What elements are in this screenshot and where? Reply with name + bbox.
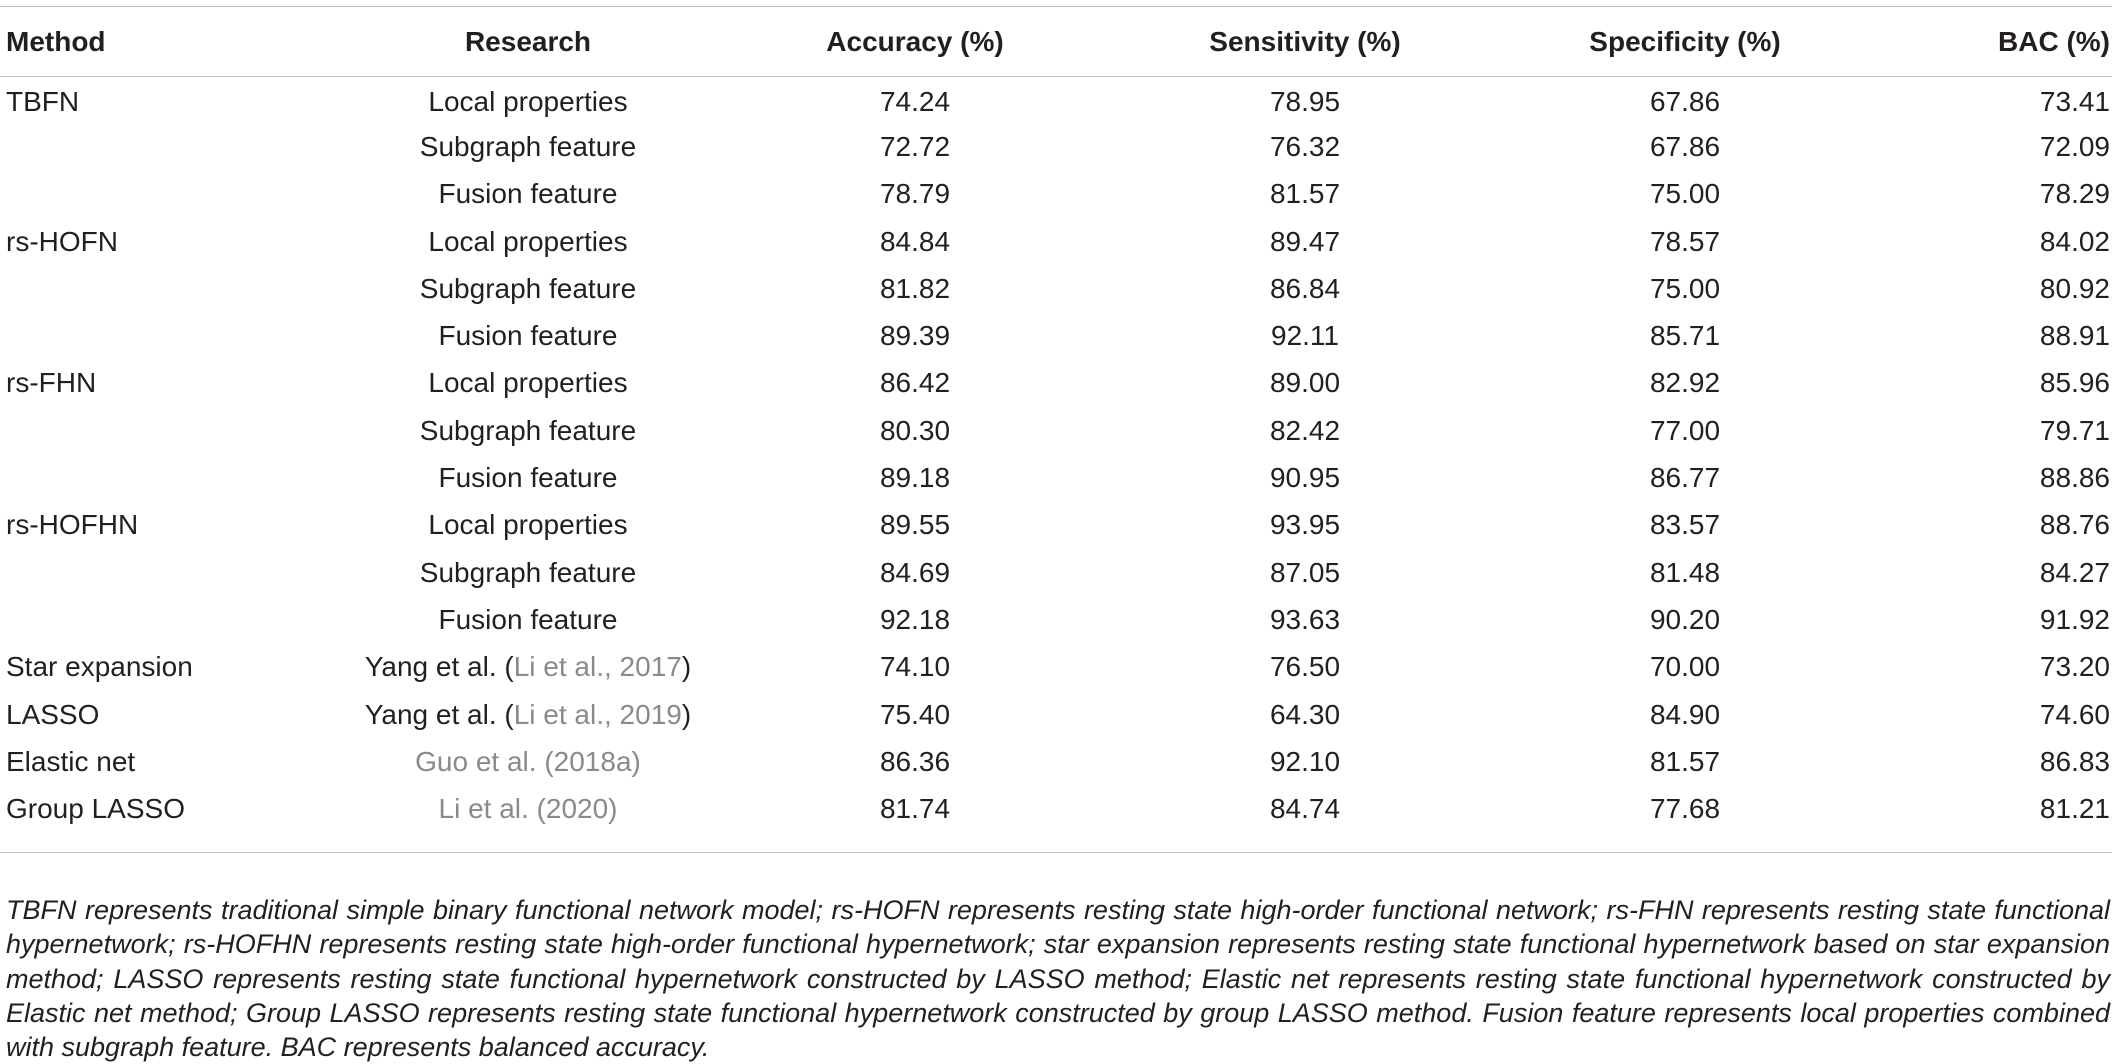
cell-specificity: 77.68: [1649, 793, 1721, 825]
cell-method: Star expansion: [6, 651, 193, 683]
cell-specificity: 83.57: [1649, 509, 1721, 541]
table-row: [0, 123, 2112, 170]
table-row: [0, 738, 2112, 785]
cell-method: Group LASSO: [6, 793, 185, 825]
cell-research: Local properties: [428, 225, 628, 257]
cell-accuracy: 74.24: [879, 85, 951, 117]
cell-bac: 72.09: [2039, 130, 2110, 162]
cell-bac: 91.92: [2039, 603, 2110, 635]
cell-sensitivity: 92.11: [1271, 320, 1339, 352]
header-accuracy: Accuracy (%): [826, 25, 1004, 57]
cell-research: Fusion feature: [438, 603, 618, 635]
results-table: [0, 7, 2112, 833]
cell-method: [0, 123, 336, 170]
citation-link[interactable]: Guo et al. (2018a): [415, 745, 641, 777]
cell-accuracy: 80.30: [879, 414, 951, 446]
table-row: [0, 265, 2112, 312]
table-row: [0, 549, 2112, 596]
table-row: [0, 502, 2112, 549]
citation-link[interactable]: Li et al. (2020): [438, 793, 618, 825]
cell-accuracy: 86.42: [879, 367, 951, 399]
table-row: [0, 596, 2112, 643]
header-specificity: Specificity (%): [1589, 25, 1781, 57]
table-row: [0, 171, 2112, 218]
cell-bac: 78.29: [2039, 178, 2110, 210]
cell-bac: 84.27: [2039, 556, 2110, 588]
cell-research: Fusion feature: [438, 178, 618, 210]
cell-accuracy: 84.84: [879, 225, 951, 257]
cell-method: LASSO: [6, 698, 100, 730]
cell-research: Fusion feature: [438, 320, 618, 352]
cell-method: TBFN: [6, 85, 80, 117]
cell-bac: 74.60: [2039, 698, 2110, 730]
cell-method: [0, 549, 336, 596]
cell-accuracy: 89.18: [879, 462, 951, 494]
cell-specificity: 86.77: [1649, 462, 1721, 494]
cell-bac: 88.91: [2039, 320, 2110, 352]
cell-accuracy: 89.39: [879, 320, 951, 352]
cell-method: rs-HOFHN: [6, 509, 139, 541]
cell-bac: 81.21: [2039, 793, 2110, 825]
cell-accuracy: 92.18: [879, 603, 951, 635]
cell-sensitivity: 81.57: [1269, 178, 1341, 210]
cell-bac: 84.02: [2039, 225, 2110, 257]
cell-method: [0, 407, 336, 454]
table-row: [0, 407, 2112, 454]
cell-specificity: 67.86: [1649, 130, 1721, 162]
header-bac: BAC (%): [1998, 25, 2110, 57]
cell-accuracy: 86.36: [879, 745, 951, 777]
cell-sensitivity: 82.42: [1269, 414, 1341, 446]
cell-specificity: 90.20: [1649, 603, 1721, 635]
citation-link[interactable]: Li et al., 2017: [513, 651, 682, 683]
cell-specificity: 77.00: [1649, 414, 1721, 446]
cell-specificity: 84.90: [1649, 698, 1721, 730]
cell-method: Elastic net: [6, 745, 136, 777]
table-bottom-rule: [0, 852, 2112, 853]
cell-research: Local properties: [428, 509, 628, 541]
cell-specificity: 75.00: [1649, 272, 1721, 304]
header-sensitivity: Sensitivity (%): [1209, 25, 1401, 57]
cell-sensitivity: 64.30: [1269, 698, 1341, 730]
cell-accuracy: 78.79: [879, 178, 951, 210]
table-footnote: TBFN represents traditional simple binary functional network model; rs-HOFN represents resting state high-order functional network; rs-FHN represents resting state functional hypernetwork; rs-HOFHN represents resting state high-order functional hypernetwork; star expansion represents resting state functional hypernetwork based on star expansion method; LASSO represents resting state functional hypernetwork constructed by LASSO method; Elastic net represents resting state functional hypernetwork constructed by Elastic net method; Group LASSO represents resting state functional hypernetwork constructed by group LASSO method. Fusion feature represents local properties combined with subgraph feature. BAC represents balanced accuracy.: [6, 895, 2110, 1063]
table-row: [0, 454, 2112, 501]
table-row: [0, 312, 2112, 359]
cell-sensitivity: 90.95: [1269, 462, 1341, 494]
cell-research: Local properties: [428, 367, 628, 399]
cell-sensitivity: 89.47: [1269, 225, 1341, 257]
cell-sensitivity: 93.63: [1269, 603, 1341, 635]
cell-sensitivity: 84.74: [1269, 793, 1341, 825]
cell-specificity: 82.92: [1649, 367, 1721, 399]
research-suffix: ): [681, 698, 692, 730]
cell-specificity: 67.86: [1649, 85, 1721, 117]
cell-research: Local properties: [428, 85, 628, 117]
cell-specificity: 75.00: [1649, 178, 1721, 210]
table-row: [0, 360, 2112, 407]
cell-method: [0, 265, 336, 312]
table-row: [0, 691, 2112, 738]
table-row: [0, 644, 2112, 691]
cell-sensitivity: 86.84: [1269, 272, 1341, 304]
cell-accuracy: 74.10: [879, 651, 951, 683]
cell-sensitivity: 89.00: [1269, 367, 1341, 399]
cell-research: [336, 644, 720, 691]
cell-bac: 73.41: [2039, 85, 2110, 117]
header-research: Research: [464, 25, 592, 57]
cell-method: rs-HOFN: [6, 225, 118, 257]
cell-sensitivity: 93.95: [1269, 509, 1341, 541]
cell-method: [0, 454, 336, 501]
cell-research: Subgraph feature: [419, 130, 637, 162]
table-row: [0, 218, 2112, 265]
cell-research: [336, 691, 720, 738]
cell-accuracy: 84.69: [879, 556, 951, 588]
table-header-row: [0, 7, 2112, 76]
header-method: Method: [6, 25, 106, 57]
cell-bac: 85.96: [2039, 367, 2110, 399]
cell-accuracy: 81.74: [879, 793, 951, 825]
cell-accuracy: 75.40: [879, 698, 951, 730]
cell-specificity: 78.57: [1649, 225, 1721, 257]
cell-sensitivity: 76.50: [1269, 651, 1341, 683]
research-suffix: ): [681, 651, 692, 683]
cell-bac: 73.20: [2039, 651, 2110, 683]
cell-research: Subgraph feature: [419, 272, 637, 304]
cell-method: rs-FHN: [6, 367, 97, 399]
cell-method: [0, 312, 336, 359]
cell-bac: 79.71: [2039, 414, 2110, 446]
cell-accuracy: 72.72: [879, 130, 951, 162]
cell-bac: 88.86: [2039, 462, 2110, 494]
cell-specificity: 70.00: [1649, 651, 1721, 683]
cell-accuracy: 81.82: [879, 272, 951, 304]
cell-sensitivity: 78.95: [1269, 85, 1341, 117]
cell-bac: 80.92: [2039, 272, 2110, 304]
cell-research: Fusion feature: [438, 462, 618, 494]
research-prefix: Yang et al. (: [364, 651, 514, 683]
cell-sensitivity: 92.10: [1269, 745, 1341, 777]
cell-method: [0, 171, 336, 218]
cell-research: Subgraph feature: [419, 414, 637, 446]
cell-specificity: 81.57: [1649, 745, 1721, 777]
cell-research: [336, 785, 720, 832]
table-row: [0, 785, 2112, 832]
cell-method: [0, 596, 336, 643]
cell-research: [336, 738, 720, 785]
table-row: [0, 76, 2112, 123]
cell-specificity: 81.48: [1649, 556, 1721, 588]
cell-bac: 86.83: [2039, 745, 2110, 777]
research-prefix: Yang et al. (: [364, 698, 514, 730]
cell-specificity: 85.71: [1649, 320, 1721, 352]
cell-bac: 88.76: [2039, 509, 2110, 541]
cell-sensitivity: 87.05: [1269, 556, 1341, 588]
citation-link[interactable]: Li et al., 2019: [513, 698, 682, 730]
cell-accuracy: 89.55: [879, 509, 951, 541]
cell-sensitivity: 76.32: [1269, 130, 1341, 162]
cell-research: Subgraph feature: [419, 556, 637, 588]
